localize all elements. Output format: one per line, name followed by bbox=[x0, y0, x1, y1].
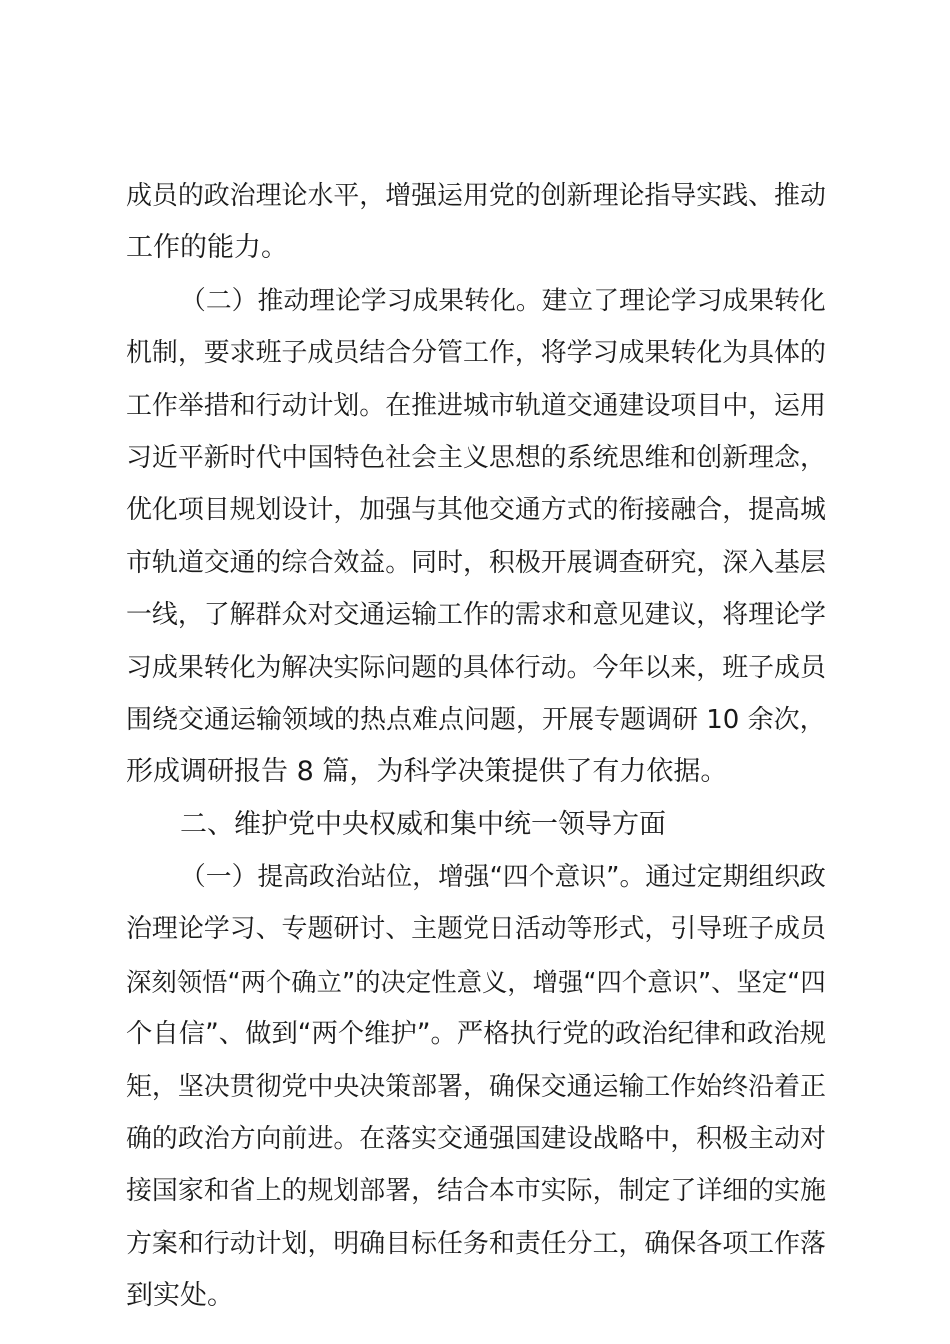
text-line: 二、维护党中央权威和集中统一领导方面 bbox=[180, 808, 666, 840]
text-line: 机制，要求班子成员结合分管工作，将学习成果转化为具体的 bbox=[126, 338, 826, 369]
text-line: 到实处。 bbox=[126, 1280, 234, 1312]
text-line: 工作的能力。 bbox=[126, 232, 288, 264]
text-line: 习成果转化为解决实际问题的具体行动。今年以来，班子成员 bbox=[126, 652, 826, 683]
text-line: 深刻领悟“两个确立”的决定性意义，增强“四个意识”、坚定“四 bbox=[126, 966, 826, 997]
text-line: （一）提高政治站位，增强“四个意识”。通过定期组织政 bbox=[180, 862, 826, 893]
text-line: （二）推动理论学习成果转化。建立了理论学习成果转化 bbox=[180, 285, 826, 316]
text-line: 优化项目规划设计，加强与其他交通方式的衔接融合，提高城 bbox=[126, 495, 826, 526]
text-line: 市轨道交通的综合效益。同时，积极开展调查研究，深入基层 bbox=[126, 547, 826, 578]
text-line: 一线，了解群众对交通运输工作的需求和意见建议，将理论学 bbox=[126, 600, 826, 631]
text-line: 方案和行动计划，明确目标任务和责任分工，确保各项工作落 bbox=[126, 1228, 826, 1259]
text-line: 工作举措和行动计划。在推进城市轨道交通建设项目中，运用 bbox=[126, 390, 826, 421]
text-line: 个自信”、做到“两个维护”。严格执行党的政治纪律和政治规 bbox=[126, 1019, 826, 1050]
text-line: 矩，坚决贯彻党中央决策部署，确保交通运输工作始终沿着正 bbox=[126, 1071, 826, 1102]
text-line: 接国家和省上的规划部署，结合本市实际，制定了详细的实施 bbox=[126, 1176, 826, 1207]
text-line: 围绕交通运输领域的热点难点问题，开展专题调研 10 余次， bbox=[126, 704, 826, 735]
text-line: 形成调研报告 8 篇，为科学决策提供了有力依据。 bbox=[126, 756, 728, 788]
text-line: 习近平新时代中国特色社会主义思想的系统思维和创新理念， bbox=[126, 442, 826, 473]
text-line: 治理论学习、专题研讨、主题党日活动等形式，引导班子成员 bbox=[126, 914, 826, 945]
document-body bbox=[126, 170, 826, 1323]
text-line: 确的政治方向前进。在落实交通强国建设战略中，积极主动对 bbox=[126, 1124, 826, 1155]
text-line: 成员的政治理论水平，增强运用党的创新理论指导实践、推动 bbox=[126, 181, 826, 211]
